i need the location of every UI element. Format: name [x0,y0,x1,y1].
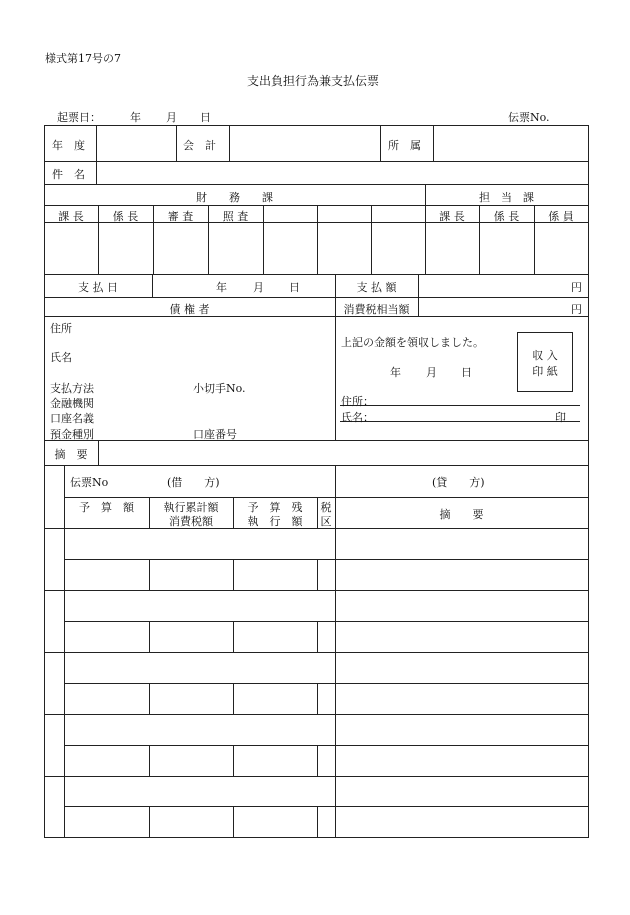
financial-institution-label: 金融機関 [50,397,94,410]
budget-remaining-label: 予 算 残 [247,501,303,514]
issue-date-label: 起票日： [57,111,101,124]
budget-amount-label: 予 算 額 [79,501,134,514]
finance-subchief-label: 係 長 [112,210,139,223]
account-label: 会 計 [183,139,216,152]
receipt-name-label: 氏名： [341,411,374,424]
finance-review-label: 審 査 [167,210,194,223]
issue-date-day: 日 [200,111,211,124]
receipt-statement: 上記の金額を領収しました。 [341,336,484,349]
receipt-month: 月 [426,366,437,379]
payment-date-year: 年 [216,281,227,294]
department-label: 所 属 [388,139,421,152]
consumption-tax-amount-label: 消費税額 [169,515,213,528]
payment-amount-label: 支 払 額 [356,281,397,294]
tax-category-label-1: 税 [320,501,332,514]
check-number-label: 小切手No. [193,382,246,395]
payment-amount-yen: 円 [571,281,582,294]
dept-subchief-label: 係 長 [493,210,520,223]
account-holder-label: 口座名義 [50,412,94,425]
department-field[interactable] [435,128,586,159]
issue-date-year: 年 [130,111,141,124]
summary-label: 摘 要 [54,448,88,461]
creditor-address-label: 住所 [50,322,72,335]
form-title: 支出負担行為兼支払伝票 [247,74,380,88]
tax-category-label-2: 区 [320,515,332,528]
finance-chief-label: 課 長 [58,210,84,223]
payment-date-month: 月 [253,281,264,294]
revenue-stamp-line1: 収 入 [532,349,558,362]
credit-heading: (貸 方) [432,476,485,489]
subject-label: 件 名 [52,168,85,181]
creditor-heading: 債 権 者 [169,303,210,316]
payment-date-day: 日 [289,281,300,294]
voucher-number-label: 伝票No. [508,111,550,124]
finance-check-label: 照 査 [222,210,249,223]
ledger-summary-label: 摘 要 [439,508,484,521]
dept-chief-label: 課 長 [439,210,465,223]
deposit-type-label: 預金種別 [50,428,94,441]
execution-amount-label: 執 行 額 [247,515,303,528]
receipt-day: 日 [461,366,472,379]
fiscal-year-field[interactable] [98,128,174,159]
debit-heading: (借 方) [167,476,220,489]
payment-method-label: 支払方法 [50,382,94,395]
cumulative-execution-label: 執行累計額 [163,501,219,514]
revenue-stamp-line2: 印 紙 [532,365,558,378]
subject-field[interactable] [98,164,586,182]
creditor-name-label: 氏名 [50,351,72,364]
fiscal-year-label: 年 度 [52,139,85,152]
summary-field[interactable] [100,443,586,463]
consumption-tax-label: 消費税相当額 [343,303,410,316]
receipt-address-label: 住所： [341,395,374,408]
receipt-year: 年 [390,366,401,379]
form-number: 様式第17号の7 [45,52,121,65]
account-field[interactable] [231,128,378,159]
ledger-voucher-no-label: 伝票No [70,476,109,489]
consumption-tax-yen: 円 [571,303,582,316]
responsible-division-heading: 担 当 課 [479,191,534,204]
dept-staff-label: 係 員 [548,210,574,223]
finance-division-heading: 財 務 課 [196,191,273,204]
seal-mark: 印 [555,411,566,424]
account-number-label: 口座番号 [193,428,237,441]
payment-date-label: 支 払 日 [78,281,118,294]
issue-date-month: 月 [166,111,177,124]
